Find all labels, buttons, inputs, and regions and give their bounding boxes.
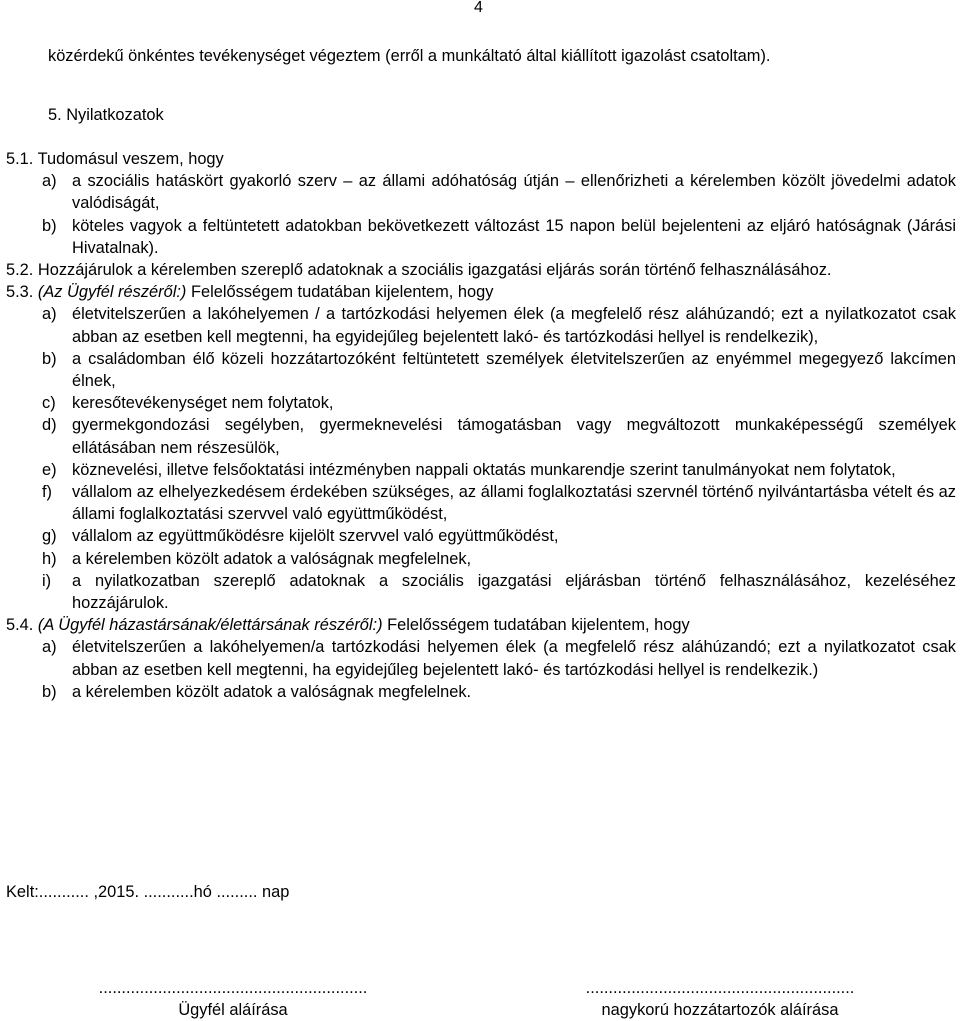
s54-rest: Felelősségem tudatában kijelentem, hogy [387, 616, 690, 635]
declarations-body [6, 148, 956, 703]
list-item [6, 392, 956, 414]
item-label: e) [42, 460, 57, 479]
item-text: a kérelemben közölt adatok a valóságnak megfelelnek. [72, 682, 472, 701]
list-item [6, 636, 956, 680]
s54-intro [6, 614, 956, 636]
section-heading: 5. Nyilatkozatok [48, 106, 164, 124]
signature-label: nagykorú hozzátartozók aláírása [601, 1001, 839, 1020]
item-label: a) [42, 305, 57, 324]
item-label: h) [42, 549, 57, 568]
item-label: b) [42, 682, 57, 701]
signature-line: ........................................................... [98, 979, 368, 997]
list-item [6, 525, 956, 547]
signature-line: ........................................................... [585, 979, 855, 997]
s54-list [6, 636, 956, 703]
s51-intro-text: 5.1. Tudomásul veszem, hogy [6, 150, 224, 168]
item-text: vállalom az elhelyezkedésem érdekében szükséges, az állami foglalkoztatási szervnél történő nyilvántartásba vételt és az állami foglalkoztatási szervvel való együttműködést, [72, 483, 956, 524]
item-text: a szociális hatáskört gyakorló szerv – az állami adóhatóság útján – ellenőrizheti a kérelemben közölt jövedelmi adatok valódiságát, [72, 172, 956, 213]
list-item [6, 548, 956, 570]
list-item [6, 481, 956, 525]
s53-intro [6, 281, 956, 303]
item-text: köteles vagyok a feltüntetett adatokban bekövetkezett változást 15 napon belül bejelenteni az eljáró hatóságnak (Járási Hivatalnak). [72, 216, 956, 257]
list-item [6, 303, 956, 347]
signature-client [48, 977, 418, 1021]
item-label: f) [42, 483, 53, 502]
item-label: a) [42, 638, 57, 657]
top-line: közérdekű önkéntes tevékenységet végeztem (erről a munkáltató által kiállított igazolást csatoltam). [48, 47, 771, 65]
s54-italic: (A Ügyfél házastársának/élettársának részéről:) [37, 616, 383, 635]
s53-number: 5.3. [6, 283, 34, 302]
list-item [6, 414, 956, 458]
item-text: a kérelemben közölt adatok a valóságnak megfelelnek, [72, 549, 472, 568]
item-text: gyermekgondozási segélyben, gyermeknevelési támogatásban vagy megváltozott munkaképességű személyek ellátásában nem részesülök, [72, 416, 956, 457]
s53-rest: Felelősségem tudatában kijelentem, hogy [190, 283, 494, 302]
item-text: a nyilatkozatban szereplő adatoknak a szociális igazgatási eljárásban történő felhasználásához, kezeléséhez hozzájárulok. [72, 571, 956, 613]
s53-italic: (Az Ügyfél részéről:) [37, 283, 187, 302]
item-label: d) [42, 416, 57, 435]
item-text: a családomban élő közeli hozzátartozóként feltüntetett személyek életvitelszerűen az enyémmel megegyező lakcímen élnek, [72, 349, 956, 391]
item-label: g) [42, 527, 57, 546]
item-text: köznevelési, illetve felsőoktatási intézményben nappali oktatás munkarendje szerint tanulmányokat nem folytatok, [72, 460, 896, 479]
list-item [6, 459, 956, 481]
date-line: Kelt:........... ,2015. ...........hó ......... nap [6, 883, 290, 901]
item-label: i) [42, 571, 52, 590]
item-label: a) [42, 172, 57, 191]
item-text: életvitelszerűen a lakóhelyemen/a tartózkodási helyemen élek (a megfelelő rész aláhúzandó; ezt a nyilatkozatot csak abban az esetben kell megtenni, ha egyidejűleg bejelentett lakó- és tartózkodási hellyel is rendelkezik.) [72, 638, 956, 679]
item-label: b) [42, 349, 57, 368]
signature-relatives [535, 977, 905, 1021]
s51-item-a [6, 170, 956, 214]
signature-label: Ügyfél aláírása [178, 1001, 288, 1020]
list-item [6, 348, 956, 392]
page-number: 4 [474, 0, 483, 16]
list-item [6, 570, 956, 614]
item-text: vállalom az együttműködésre kijelölt szervvel való együttműködést, [72, 527, 559, 546]
item-text: életvitelszerűen a lakóhelyemen / a tartózkodási helyemen élek (a megfelelő rész aláhúzandó; ezt a nyilatkozatot csak abban az esetben kell megtenni, ha egyidejűleg bejelentett lakó- és tartózkodási hellyel is rendelkezik), [72, 305, 956, 346]
item-label: b) [42, 216, 57, 235]
s52-paragraph: 5.2. Hozzájárulok a kérelemben szereplő adatoknak a szociális igazgatási eljárás során történő felhasználásához. [6, 261, 832, 280]
s54-number: 5.4. [6, 616, 34, 635]
s53-list [6, 303, 956, 614]
item-text: keresőtevékenységet nem folytatok, [72, 394, 334, 413]
item-label: c) [42, 394, 56, 413]
s51-item-b [6, 215, 956, 259]
s51-intro [6, 148, 956, 170]
list-item [6, 681, 956, 703]
